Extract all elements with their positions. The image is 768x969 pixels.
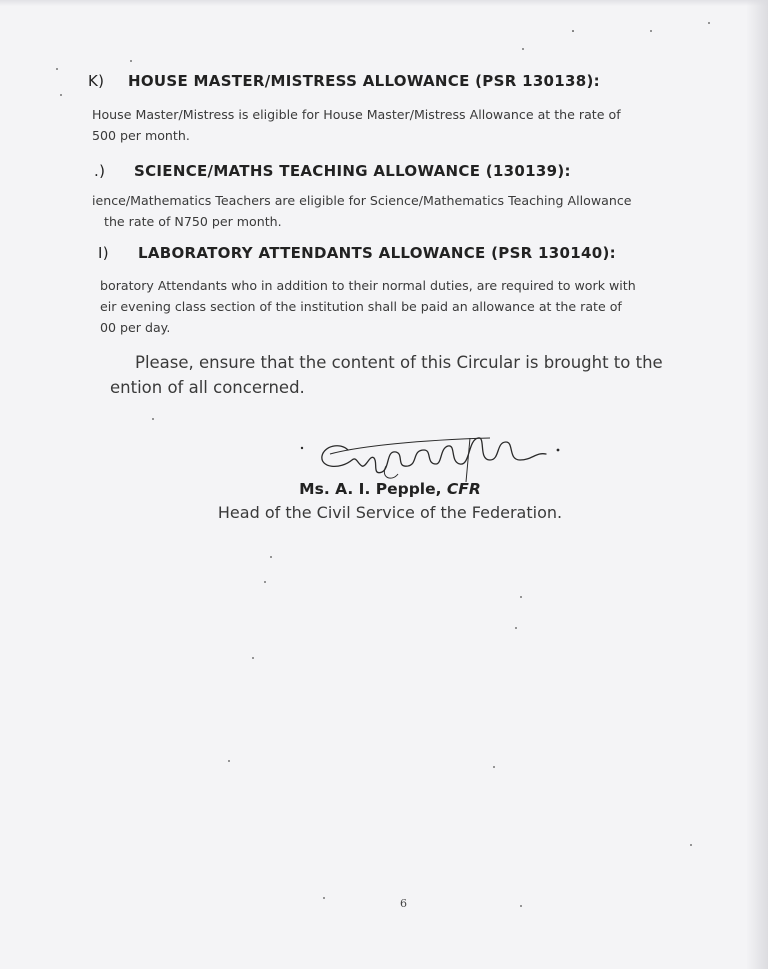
scan-speck bbox=[515, 627, 517, 629]
scan-speck bbox=[708, 22, 710, 24]
section-title: LABORATORY ATTENDANTS ALLOWANCE (PSR 130140): bbox=[138, 244, 616, 262]
scan-speck bbox=[323, 897, 325, 899]
signer-name-line bbox=[0, 480, 768, 498]
body-line: eir evening class section of the institution shall be paid an allowance at the rate of bbox=[100, 299, 622, 314]
section-heading-house-master bbox=[88, 72, 600, 90]
body-line: 00 per day. bbox=[100, 320, 171, 335]
closing-line: Please, ensure that the content of this Circular is brought to the bbox=[135, 353, 663, 372]
signer-block bbox=[0, 480, 768, 522]
section-number: I) bbox=[98, 244, 109, 262]
scan-speck bbox=[264, 581, 266, 583]
signer-name: Ms. A. I. Pepple, bbox=[299, 480, 442, 498]
scan-speck bbox=[228, 760, 230, 762]
section-number: K) bbox=[88, 72, 105, 90]
section-body-science-maths bbox=[92, 190, 632, 232]
section-body-laboratory bbox=[100, 275, 636, 338]
body-line: ience/Mathematics Teachers are eligible for Science/Mathematics Teaching Allowance bbox=[92, 193, 632, 208]
body-line: the rate of N750 per month. bbox=[104, 214, 282, 229]
section-heading-science-maths bbox=[94, 162, 571, 180]
scan-speck bbox=[520, 905, 522, 907]
scan-speck bbox=[60, 94, 62, 96]
body-line: House Master/Mistress is eligible for House Master/Mistress Allowance at the rate of bbox=[92, 107, 621, 122]
section-heading-laboratory bbox=[98, 244, 616, 262]
scan-speck bbox=[572, 30, 574, 32]
signer-title: Head of the Civil Service of the Federation. bbox=[217, 503, 563, 522]
section-title: HOUSE MASTER/MISTRESS ALLOWANCE (PSR 130138): bbox=[128, 72, 600, 90]
scan-speck bbox=[690, 844, 692, 846]
scan-speck bbox=[522, 48, 524, 50]
scan-speck bbox=[152, 418, 154, 420]
scan-top-shadow bbox=[0, 0, 768, 6]
closing-paragraph bbox=[110, 350, 663, 400]
scan-speck bbox=[493, 766, 495, 768]
signer-honour: CFR bbox=[446, 480, 481, 498]
body-line: boratory Attendants who in addition to their normal duties, are required to work with bbox=[100, 278, 636, 293]
section-number: .) bbox=[94, 162, 106, 180]
section-body-house-master bbox=[92, 104, 621, 146]
scan-speck bbox=[56, 68, 58, 70]
closing-line: ention of all concerned. bbox=[110, 378, 305, 397]
scan-speck bbox=[130, 60, 132, 62]
page-number: 6 bbox=[400, 897, 407, 910]
scan-speck bbox=[270, 556, 272, 558]
scan-speck bbox=[650, 30, 652, 32]
scan-speck bbox=[252, 657, 254, 659]
scan-speck bbox=[520, 596, 522, 598]
body-line: 500 per month. bbox=[92, 128, 190, 143]
section-title: SCIENCE/MATHS TEACHING ALLOWANCE (130139): bbox=[134, 162, 571, 180]
